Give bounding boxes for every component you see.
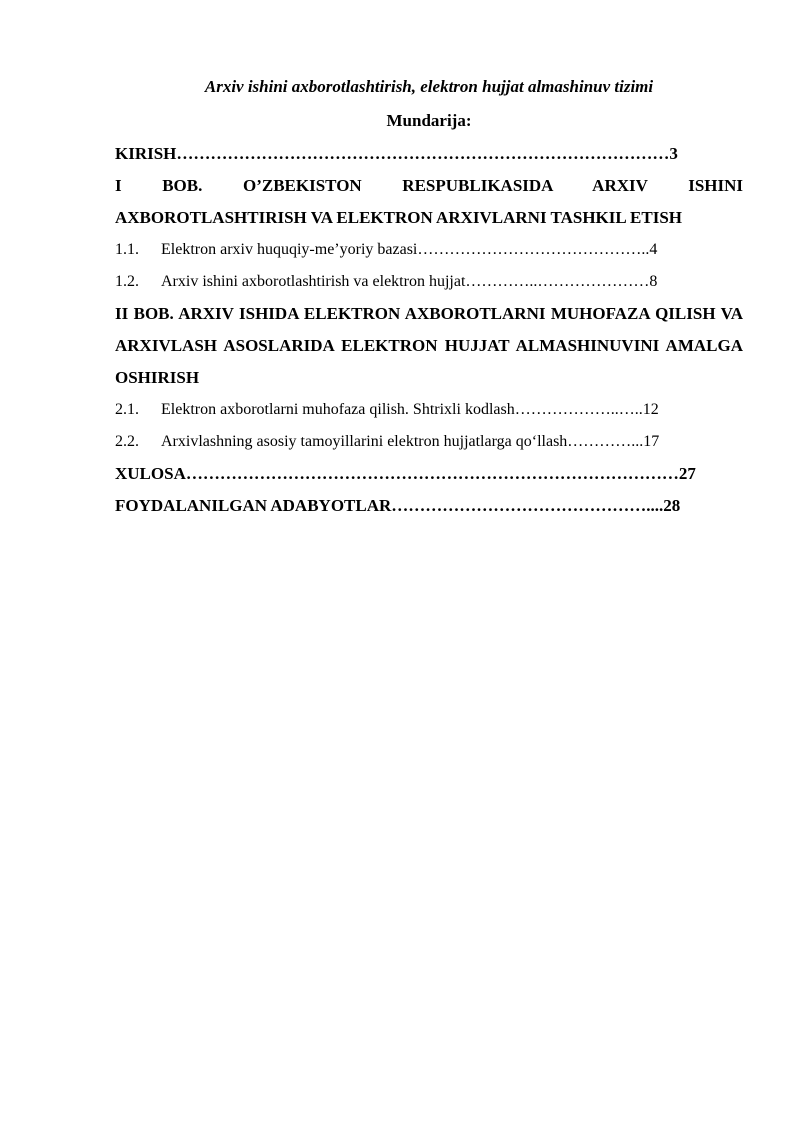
toc-entry-text: Arxivlashning asosiy tamoyillarini elektron hujjatlarga qo‘llash…………...17 xyxy=(161,433,660,450)
toc-number: 2.1. xyxy=(115,401,139,418)
toc-number: 1.1. xyxy=(115,241,139,258)
toc-entry-conclusion: XULOSA……………………………………………………………………………27 xyxy=(115,464,696,483)
toc-entry-references: FOYDALANILGAN ADABYOTLAR………………………………………....28 xyxy=(115,496,681,515)
toc-entry-chapter-1: I BOB. O’ZBEKISTON RESPUBLIKASIDA ARXIV ISHINI AXBOROTLASHTIRISH VA ELEKTRON ARXIVLARNI TASHKIL ETISH xyxy=(115,176,743,227)
toc-entry-1-1 xyxy=(115,234,743,266)
toc-heading: Mundarija: xyxy=(386,111,472,130)
toc-entry-2-1 xyxy=(115,394,743,426)
toc-entry-text: Arxiv ishini axborotlashtirish va elektron hujjat…………..…………………8 xyxy=(161,273,658,290)
toc-entry-1-2 xyxy=(115,266,743,298)
toc-entry-2-2 xyxy=(115,426,743,458)
toc-entry-chapter-2: II BOB. ARXIV ISHIDA ELEKTRON AXBOROTLARNI MUHOFAZA QILISH VA ARXIVLASH ASOSLARIDA ELEKTRON HUJJAT ALMASHINUVINI AMALGA OSHIRISH xyxy=(115,304,743,387)
document-page xyxy=(115,70,743,522)
toc-entry-text: Elektron axborotlarni muhofaza qilish. Shtrixli kodlash………………..…..12 xyxy=(161,401,659,418)
document-title: Arxiv ishini axborotlashtirish, elektron hujjat almashinuv tizimi xyxy=(204,77,654,96)
toc-number: 1.2. xyxy=(115,273,139,290)
toc-entry-introduction: KIRISH……………………………………………………………………………3 xyxy=(115,144,678,163)
toc-entry-text: Elektron arxiv huquqiy-me’yoriy bazasi……………………………………..4 xyxy=(161,241,658,258)
toc-number: 2.2. xyxy=(115,433,139,450)
